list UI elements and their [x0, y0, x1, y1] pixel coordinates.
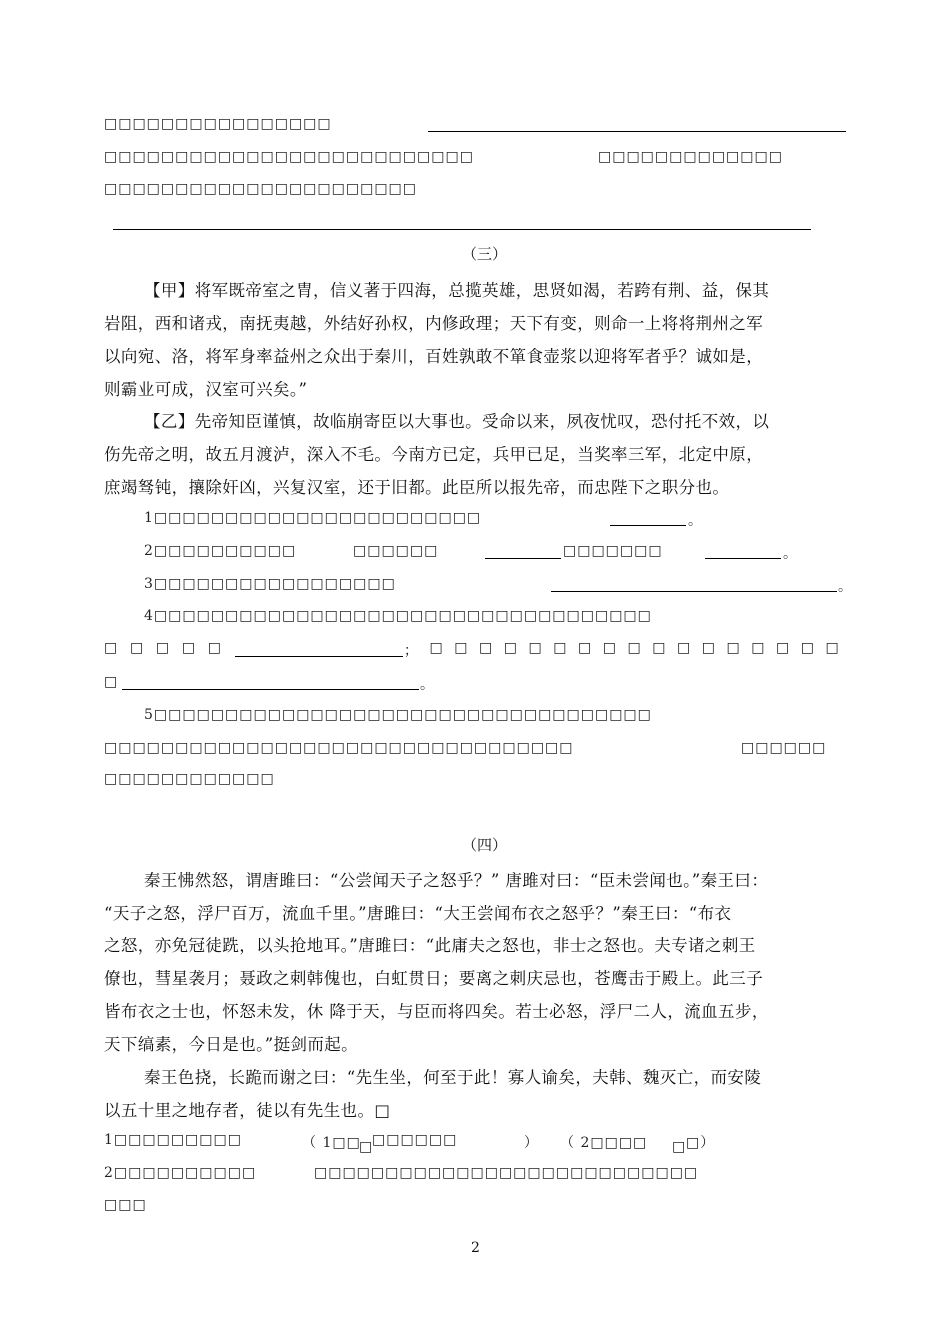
answer-line[interactable]: [122, 689, 419, 690]
top-question-line-3: □□□□□□□□□□□□□□□□□□□□□□: [104, 181, 418, 197]
question-2-end: 。: [783, 546, 798, 562]
question-4-1-mark: □: [672, 1139, 687, 1155]
page-number: 2: [471, 1240, 480, 1256]
passage-4-line-3: 之怒，亦免冠徒跣，以头抢地耳。”唐雎曰：“此庸夫之怒也，非士之怒也。夫专诸之刺王: [104, 936, 756, 955]
question-4-1-item-2: （ 2□□□□: [560, 1135, 648, 1151]
top-question-line-1: □□□□□□□□□□□□□□□□: [104, 116, 332, 132]
answer-line[interactable]: [485, 558, 561, 559]
jia-passage-line-3: 以向宛、洛，将军身率益州之众出于秦川，百姓孰敢不箪食壶浆以迎将军者乎？诚如是，: [104, 347, 764, 366]
passage-4-line-8: 以五十里之地存者，徒以有先生也。□: [104, 1101, 391, 1120]
answer-line[interactable]: [551, 591, 837, 592]
question-4-1-paren-close: ）: [524, 1135, 539, 1151]
question-4-2: 2□□□□□□□□□□: [104, 1165, 257, 1181]
question-4-line-2-left: □ □ □ □ □: [104, 640, 222, 656]
section-3-title: （三）: [462, 245, 508, 263]
passage-4-line-4: 僚也，彗星袭月；聂政之刺韩傀也，白虹贯日；要离之刺庆忌也，苍鹰击于殿上。此三子: [104, 969, 764, 988]
top-question-line-2-tail: □□□□□□□□□□□□□: [598, 149, 783, 165]
question-3-end: 。: [838, 579, 853, 595]
question-5-line-3: □□□□□□□□□□□□: [104, 771, 275, 787]
question-2-part-b: □□□□□□□: [563, 543, 663, 559]
jia-passage-line-1: 【甲】将军既帝室之胄，信义著于四海，总揽英雄，思贤如渴，若跨有荆、益，保其: [144, 281, 770, 300]
jia-passage-line-2: 岩阻，西和诸戎，南抚夷越，外结好孙权，内修政理；天下有变，则命一上将将荆州之军: [104, 314, 764, 333]
yi-passage-line-2: 伤先帝之明，故五月渡泸，深入不毛。今南方已定，兵甲已足，当奖率三军，北定中原，: [104, 445, 764, 464]
question-4-line-2-right: ； □ □ □ □ □ □ □ □ □ □ □ □ □ □ □ □ □: [404, 640, 840, 659]
question-4-2-text: □□□□□□□□□□□□□□□□□□□□□□□□□□□: [314, 1165, 699, 1181]
passage-4-line-5: 皆布衣之士也，怀怒未发，休 降于天，与臣而将四矣。若士必怒，浮尸二人，流血五步，: [104, 1002, 769, 1021]
passage-4-line-1: 秦王怫然怒，谓唐雎曰：“公尝闻天子之怒乎？” 唐雎对曰：“臣未尝闻也。”秦王曰：: [144, 871, 769, 890]
answer-line[interactable]: [235, 656, 403, 657]
yi-passage-line-1: 【乙】先帝知臣谨慎，故临崩寄臣以大事也。受命以来，夙夜忧叹，恐付托不效，以: [144, 412, 770, 431]
question-4-1: 1□□□□□□□□□: [104, 1132, 242, 1148]
question-4-1-mark: □: [359, 1139, 374, 1155]
question-4-line-3: □: [104, 674, 119, 690]
question-4: 4□□□□□□□□□□□□□□□□□□□□□□□□□□□□□□□□□□□: [144, 608, 652, 624]
passage-4-line-7: 秦王色挠，长跪而谢之曰：“先生坐，何至于此！寡人谕矣，夫韩、魏灭亡，而安陵: [144, 1068, 762, 1087]
answer-line[interactable]: [428, 131, 846, 132]
jia-passage-line-4: 则霸业可成，汉室可兴矣。”: [104, 380, 308, 399]
question-2: 2□□□□□□□□□□: [144, 543, 297, 559]
question-1-end: 。: [688, 513, 703, 529]
answer-line[interactable]: [113, 229, 811, 230]
passage-4-line-6: 天下缟素，今日是也。”挺剑而起。: [104, 1035, 359, 1054]
top-question-line-2: □□□□□□□□□□□□□□□□□□□□□□□□□□: [104, 149, 474, 165]
question-5: 5□□□□□□□□□□□□□□□□□□□□□□□□□□□□□□□□□□□: [144, 707, 652, 723]
question-5-line-2: □□□□□□□□□□□□□□□□□□□□□□□□□□□□□□□□□: [104, 740, 574, 756]
passage-4-line-2: “天子之怒，浮尸百万，流血千里。”唐雎曰：“大王尝闻布衣之怒乎？”秦王曰：“布衣: [104, 904, 732, 923]
question-4-1-mid: □□□□□□: [372, 1132, 458, 1148]
question-4-2-line-2: □□□: [104, 1197, 147, 1213]
question-1: 1□□□□□□□□□□□□□□□□□□□□□□□: [144, 510, 482, 526]
question-4-1-item-1: （ 1□□: [302, 1135, 361, 1151]
question-4-end: 。: [420, 677, 435, 693]
yi-passage-line-3: 庶竭驽钝，攘除奸凶，兴复汉室，还于旧都。此臣所以报先帝，而忠陛下之职分也。: [104, 478, 730, 497]
answer-line[interactable]: [610, 525, 686, 526]
question-5-line-2-tail: □□□□□□: [741, 740, 827, 756]
answer-line[interactable]: [705, 558, 781, 559]
question-2-part-a: □□□□□□: [353, 543, 439, 559]
section-4-title: （四）: [462, 836, 508, 854]
question-3: 3□□□□□□□□□□□□□□□□□: [144, 576, 396, 592]
question-4-1-tail: □）: [686, 1135, 716, 1151]
